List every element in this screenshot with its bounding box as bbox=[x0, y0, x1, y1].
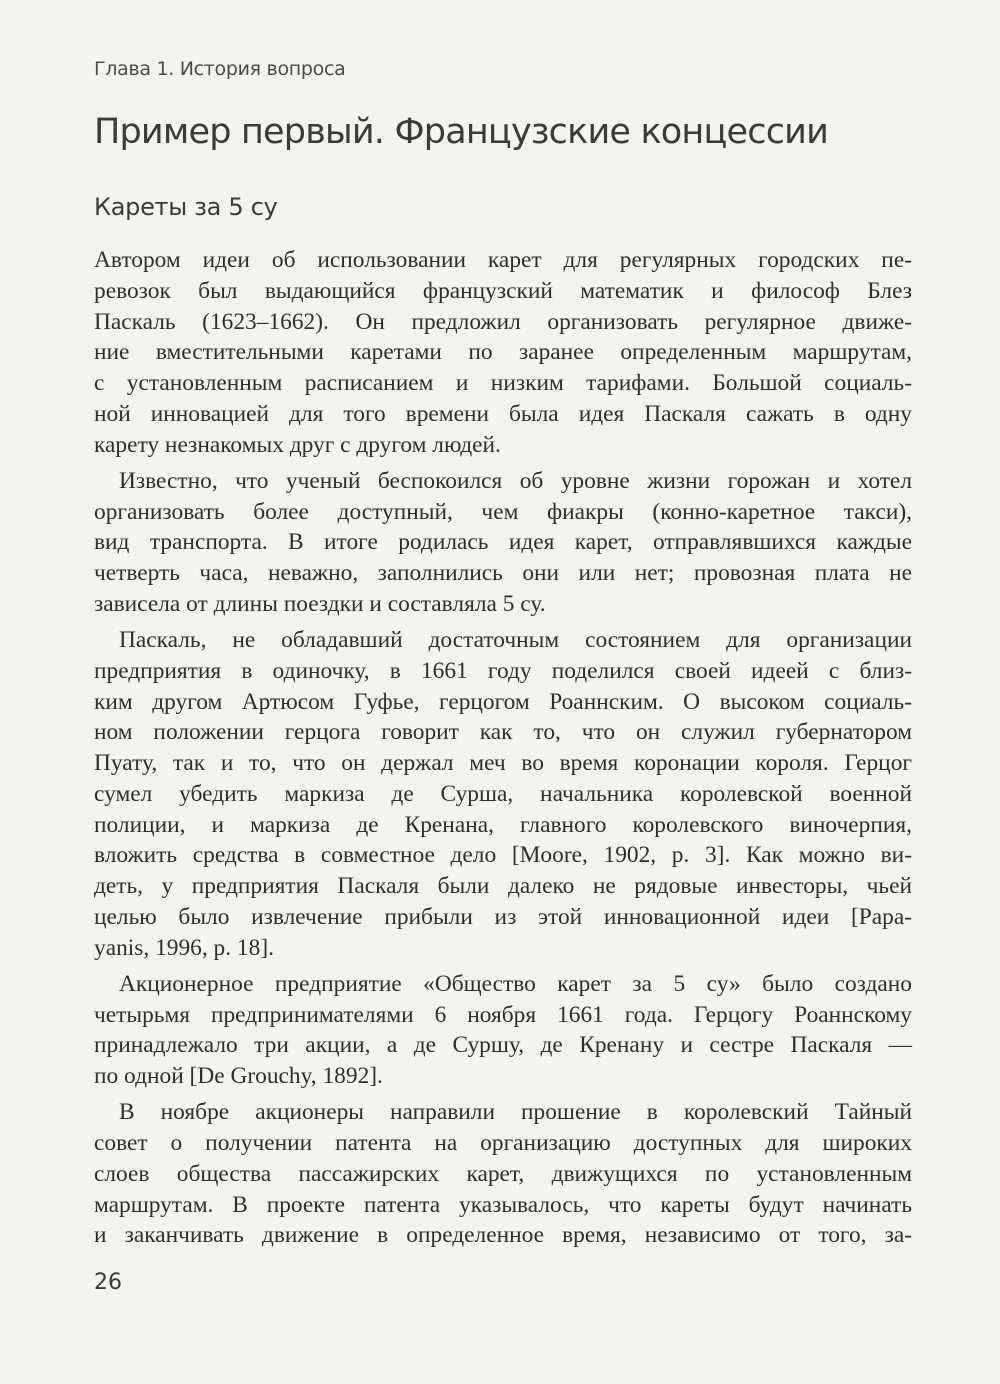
text-line: и заканчивать движение в определенное время, независимо от того, за- bbox=[94, 1222, 912, 1249]
text-line: вложить средства в совместное дело [Moore, 1902, p. 3]. Как можно ви- bbox=[94, 842, 912, 869]
text-line: вид транспорта. В итоге родилась идея карет, отправлявшихся каждые bbox=[94, 529, 912, 556]
book-page bbox=[94, 0, 912, 1384]
text-line: полиции, и маркиза де Кренана, главного королевского виночерпия, bbox=[94, 811, 912, 838]
text-line: с установленным расписанием и низким тарифами. Большой социаль- bbox=[94, 370, 912, 396]
text-line: четырьмя предпринимателями 6 ноября 1661 года. Герцогу Роаннскому bbox=[94, 1001, 912, 1028]
text-line: деть, у предприятия Паскаля были далеко не рядовые инвесторы, чьей bbox=[94, 873, 912, 899]
text-line: по одной [De Grouchy, 1892]. bbox=[94, 1063, 383, 1089]
paragraph bbox=[94, 625, 912, 963]
text-line: зависела от длины поездки и составляла 5 су. bbox=[94, 590, 546, 617]
text-line: принадлежало три акции, а де Суршу, де Кренану и сестре Паскаля — bbox=[94, 1032, 912, 1059]
text-line: организовать более доступный, чем фиакры (конно-каретное такси), bbox=[94, 498, 912, 525]
chapter-title: Пример первый. Французские концессии bbox=[94, 112, 829, 152]
text-line: Паскаль, не обладавший достаточным состоянием для организации bbox=[119, 627, 912, 653]
text-line: целью было извлечение прибыли из этой инновационной идеи [Papa- bbox=[94, 903, 912, 930]
text-line: ким другом Артюсом Гуфье, герцогом Роаннским. О высоком социаль- bbox=[94, 688, 912, 715]
paragraph bbox=[94, 1097, 912, 1251]
text-line: совет о получении патента на организацию доступных для широких bbox=[94, 1130, 912, 1156]
text-line: Паскаль (1623–1662). Он предложил организовать регулярное движе- bbox=[94, 308, 912, 335]
section-title: Кареты за 5 су bbox=[94, 193, 278, 221]
paragraph bbox=[94, 245, 912, 460]
paragraph bbox=[94, 466, 912, 620]
text-line: Пуату, так и то, что он держал меч во время коронации короля. Герцог bbox=[94, 750, 912, 776]
text-line: yanis, 1996, p. 18]. bbox=[94, 934, 274, 961]
text-line: Автором идеи об использовании карет для регулярных городских пе- bbox=[94, 247, 912, 273]
text-line: маршрутам. В проекте патента указывалось, что кареты будут начинать bbox=[94, 1191, 912, 1218]
text-line: ной инновацией для того времени была идея Паскаля сажать в одну bbox=[94, 400, 912, 427]
text-line: Акционерное предприятие «Общество карет за 5 су» было создано bbox=[119, 970, 912, 997]
body-text bbox=[94, 245, 912, 1251]
text-line: ревозок был выдающийся французский математик и философ Блез bbox=[94, 277, 912, 304]
text-line: карету незнакомых друг с другом людей. bbox=[94, 431, 501, 458]
text-line: сумел убедить маркиза де Сурша, начальника королевской военной bbox=[94, 780, 912, 807]
page-number: 26 bbox=[94, 1270, 122, 1295]
text-line: предприятия в одиночку, в 1661 году поделился своей идеей с близ- bbox=[94, 657, 912, 684]
text-line: четверть часа, неважно, заполнились они или нет; провозная плата не bbox=[94, 560, 912, 586]
running-head: Глава 1. История вопроса bbox=[94, 58, 346, 80]
text-line: слоев общества пассажирских карет, движущихся по установленным bbox=[94, 1160, 912, 1187]
text-line: ном положении герцога говорит как то, что он служил губернатором bbox=[94, 719, 912, 746]
text-line: ние вместительными каретами по заранее определенным маршрутам, bbox=[94, 339, 912, 366]
text-line: В ноябре акционеры направили прошение в королевский Тайный bbox=[119, 1099, 912, 1126]
paragraph bbox=[94, 969, 912, 1092]
text-line: Известно, что ученый беспокоился об уровне жизни горожан и хотел bbox=[119, 467, 912, 494]
